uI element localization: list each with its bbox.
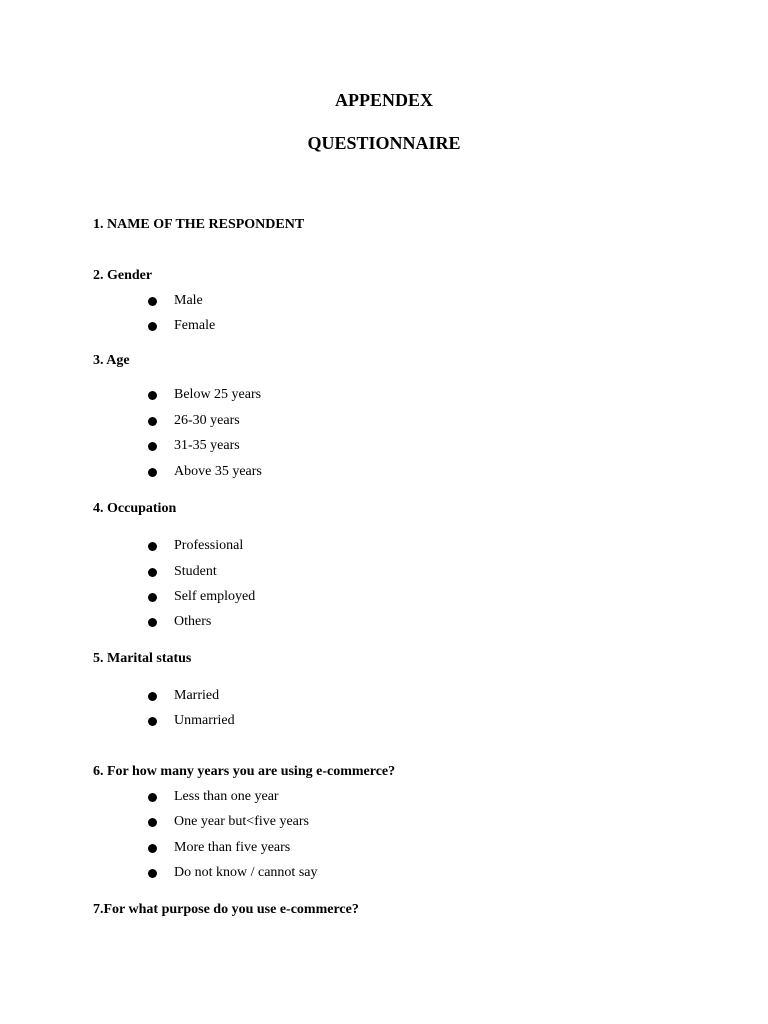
- question-3-option: [148, 414, 240, 428]
- bullet-icon: [148, 692, 157, 701]
- question-2-label: 2. Gender: [93, 268, 153, 283]
- document-heading: APPENDEX: [335, 90, 433, 110]
- option-label: Below 25 years: [174, 387, 262, 402]
- question-6-option: [148, 790, 279, 804]
- bullet-icon: [148, 391, 157, 400]
- question-6-label: 6. For how many years you are using e-commerce?: [93, 764, 396, 779]
- option-label: Unmarried: [174, 713, 235, 728]
- question-5-option: [148, 689, 219, 703]
- bullet-icon: [148, 442, 157, 451]
- question-7-label: 7.For what purpose do you use e-commerce?: [93, 902, 359, 917]
- question-3-label: 3. Age: [93, 353, 130, 368]
- question-4-option: [148, 615, 211, 629]
- bullet-icon: [148, 818, 157, 827]
- question-3-option: [148, 465, 262, 479]
- question-3-option: [148, 388, 261, 402]
- option-label: Male: [174, 293, 203, 308]
- question-4-option: [148, 565, 217, 579]
- option-label: Female: [174, 318, 216, 333]
- option-label: Married: [174, 688, 220, 703]
- option-label: Professional: [174, 538, 244, 553]
- option-label: More than five years: [174, 840, 291, 855]
- bullet-icon: [148, 618, 157, 627]
- option-label: 26-30 years: [174, 413, 240, 428]
- option-label: Student: [174, 564, 217, 579]
- question-2-option: [148, 319, 215, 333]
- question-4-option: [148, 590, 255, 604]
- bullet-icon: [148, 717, 157, 726]
- question-4-option: [148, 539, 243, 553]
- question-5-label: 5. Marital status: [93, 651, 192, 666]
- bullet-icon: [148, 593, 157, 602]
- question-6-option: [148, 841, 290, 855]
- bullet-icon: [148, 869, 157, 878]
- bullet-icon: [148, 322, 157, 331]
- bullet-icon: [148, 844, 157, 853]
- bullet-icon: [148, 542, 157, 551]
- question-6-option: [148, 866, 317, 880]
- option-label: Above 35 years: [174, 464, 262, 479]
- question-4-label: 4. Occupation: [93, 501, 177, 516]
- bullet-icon: [148, 568, 157, 577]
- option-label: Less than one year: [174, 789, 279, 804]
- bullet-icon: [148, 417, 157, 426]
- option-label: 31-35 years: [174, 438, 240, 453]
- bullet-icon: [148, 297, 157, 306]
- question-2-option: [148, 294, 203, 308]
- bullet-icon: [148, 793, 157, 802]
- option-label: Do not know / cannot say: [174, 865, 318, 880]
- option-label: Self employed: [174, 589, 256, 604]
- option-label: Others: [174, 614, 212, 629]
- question-3-option: [148, 439, 240, 453]
- question-5-option: [148, 714, 235, 728]
- question-1-label: 1. NAME OF THE RESPONDENT: [93, 217, 305, 232]
- document-subheading: QUESTIONNAIRE: [307, 133, 461, 153]
- question-6-option: [148, 815, 309, 829]
- option-label: One year but<five years: [174, 814, 310, 829]
- bullet-icon: [148, 468, 157, 477]
